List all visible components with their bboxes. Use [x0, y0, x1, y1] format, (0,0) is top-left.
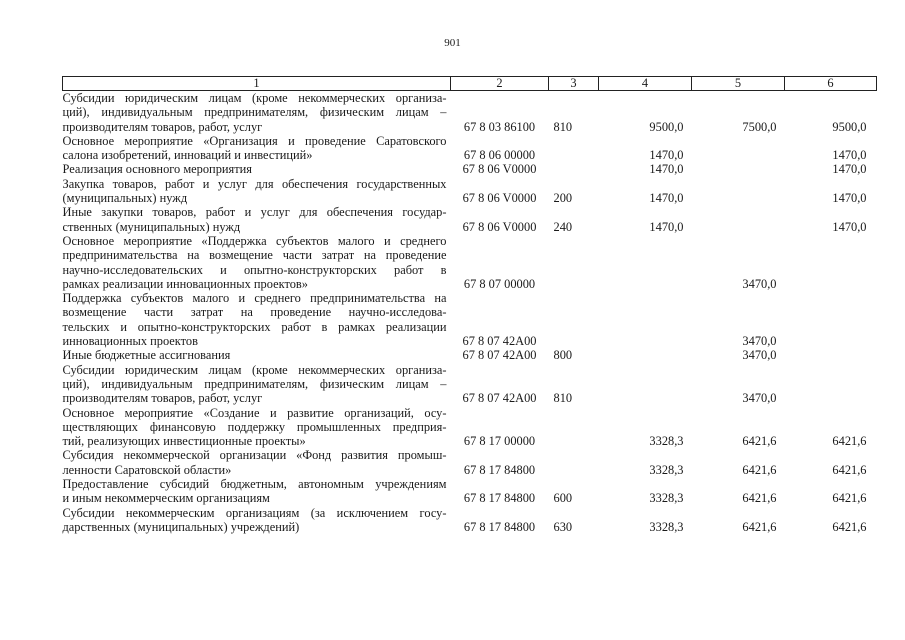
row-value-col6: 6421,6	[832, 462, 867, 477]
row-name-line: Основное мероприятие «Организация и проведение Саратовского	[62, 133, 447, 148]
row-name-line: возмещение части затрат на проведение научно-исследова-	[62, 305, 447, 320]
row-value-col6: 1470,0	[832, 148, 867, 163]
row-value-col6: 6421,6	[832, 491, 867, 506]
row-name	[63, 448, 451, 477]
row-value-col4: 1470,0	[649, 148, 684, 163]
row-value-col6	[785, 234, 877, 291]
row-value-col5: 6421,6	[742, 519, 777, 534]
row-expense-type: 240	[553, 219, 573, 234]
row-name-line: Закупка товаров, работ и услуг для обеспечения государственных	[62, 176, 447, 191]
table-header	[63, 77, 877, 91]
budget-table	[62, 76, 877, 534]
row-name	[63, 477, 451, 506]
row-name-line: и иным некоммерческим организациям	[62, 491, 270, 506]
table-row	[63, 162, 877, 176]
row-name-line: дарственных (муниципальных) учреждений)	[62, 519, 300, 534]
row-name-line: ленности Саратовской области»	[62, 462, 232, 477]
row-name-line: производителям товаров, работ, услуг	[62, 119, 263, 134]
row-code: 67 8 17 84800	[463, 462, 536, 477]
row-expense-type	[549, 162, 599, 176]
table-row	[63, 205, 877, 234]
row-code: 67 8 06 V0000	[462, 162, 537, 177]
row-expense-type	[549, 234, 599, 291]
row-name-line: предпринимательства на возмещение части затрат на проведение	[62, 248, 447, 263]
row-expense-type: 810	[553, 391, 573, 406]
table-body	[63, 91, 877, 535]
row-code: 67 8 07 42А00	[462, 348, 537, 363]
row-code: 67 8 03 86100	[463, 119, 536, 134]
row-value-col4: 3328,3	[649, 462, 684, 477]
row-expense-type	[549, 448, 599, 477]
row-code: 67 8 06 00000	[463, 148, 536, 163]
row-value-col4: 1470,0	[649, 191, 684, 206]
header-col-4: 4	[599, 77, 692, 91]
table-row	[63, 91, 877, 134]
row-value-col5: 3470,0	[742, 391, 777, 406]
row-value-col4: 9500,0	[649, 119, 684, 134]
row-value-col4: 3328,3	[649, 434, 684, 449]
header-col-6: 6	[785, 77, 877, 91]
row-code: 67 8 06 V0000	[462, 219, 537, 234]
table-row	[63, 477, 877, 506]
row-value-col6: 9500,0	[832, 119, 867, 134]
row-value-col6: 6421,6	[832, 519, 867, 534]
row-code: 67 8 17 84800	[463, 491, 536, 506]
row-name-line: ственных (муниципальных) нужд	[62, 219, 241, 234]
row-name-line: Иные бюджетные ассигнования	[62, 348, 231, 363]
row-value-col5: 6421,6	[742, 434, 777, 449]
row-name-line: Основное мероприятие «Поддержка субъектов малого и среднего	[62, 233, 447, 248]
row-name-line: салона изобретений, инноваций и инвестиций»	[62, 148, 313, 163]
row-code: 67 8 06 V0000	[462, 191, 537, 206]
row-expense-type	[549, 291, 599, 348]
row-name	[63, 134, 451, 163]
row-value-col5: 6421,6	[742, 491, 777, 506]
row-value-col4: 3328,3	[649, 491, 684, 506]
row-value-col6	[785, 291, 877, 348]
row-value-col5	[692, 162, 785, 176]
header-col-2: 2	[451, 77, 549, 91]
row-value-col5: 7500,0	[742, 119, 777, 134]
row-value-col4	[599, 348, 692, 362]
row-name-line: Субсидии юридическим лицам (кроме некоммерческих организа-	[62, 362, 447, 377]
row-name-line: производителям товаров, работ, услуг	[62, 391, 263, 406]
row-value-col4	[599, 234, 692, 291]
row-name	[63, 177, 451, 206]
row-value-col5	[692, 205, 785, 234]
row-value-col4: 1470,0	[649, 219, 684, 234]
row-name	[63, 406, 451, 449]
row-name	[63, 291, 451, 348]
row-value-col6	[785, 363, 877, 406]
row-name-line: Субсидии юридическим лицам (кроме некоммерческих организа-	[62, 91, 447, 105]
table-row	[63, 363, 877, 406]
row-value-col4: 1470,0	[649, 162, 684, 177]
row-name-line: ций), индивидуальным предпринимателям, физическим лицам –	[62, 376, 447, 391]
row-value-col5	[692, 177, 785, 206]
table-row	[63, 177, 877, 206]
table-row	[63, 506, 877, 535]
table-row	[63, 291, 877, 348]
row-name	[63, 205, 451, 234]
row-expense-type: 810	[553, 119, 573, 134]
row-code: 67 8 17 84800	[463, 519, 536, 534]
header-col-3: 3	[549, 77, 599, 91]
row-value-col6: 1470,0	[832, 219, 867, 234]
table-row	[63, 448, 877, 477]
row-name	[63, 91, 451, 134]
row-value-col5	[692, 134, 785, 163]
row-value-col6: 1470,0	[832, 191, 867, 206]
row-value-col4	[599, 363, 692, 406]
row-expense-type: 200	[553, 191, 573, 206]
row-expense-type: 800	[553, 348, 573, 363]
row-name-line: ций), индивидуальным предпринимателям, физическим лицам –	[62, 105, 447, 120]
row-name	[63, 506, 451, 535]
row-value-col5: 3470,0	[742, 276, 777, 291]
row-name-line: тельских и опытно-конструкторских работ в рамках реализации	[62, 319, 447, 334]
row-name-line: Субсидии некоммерческим организациям (за исключением госу-	[62, 505, 447, 520]
row-value-col5: 6421,6	[742, 462, 777, 477]
row-code: 67 8 07 42А00	[462, 391, 537, 406]
row-name-line: Иные закупки товаров, работ и услуг для обеспечения государ-	[62, 205, 447, 220]
row-expense-type: 600	[553, 491, 573, 506]
row-name	[63, 363, 451, 406]
table-row	[63, 348, 877, 362]
row-value-col4: 3328,3	[649, 519, 684, 534]
row-name-line: Основное мероприятие «Создание и развитие организаций, осу-	[62, 405, 447, 420]
row-value-col6: 1470,0	[832, 162, 867, 177]
row-value-col4	[599, 291, 692, 348]
row-name	[63, 234, 451, 291]
row-name-line: Предоставление субсидий бюджетным, автономным учреждениям	[62, 477, 447, 492]
header-row	[63, 77, 877, 91]
row-expense-type	[549, 406, 599, 449]
row-name-line: инновационных проектов	[62, 334, 198, 349]
row-name	[63, 348, 451, 362]
row-value-col6: 6421,6	[832, 434, 867, 449]
row-name-line: рамках реализации инновационных проектов»	[62, 276, 308, 291]
header-col-1: 1	[63, 77, 451, 91]
row-value-col5: 3470,0	[742, 334, 777, 349]
table-row	[63, 406, 877, 449]
row-name-line: (муниципальных) нужд	[62, 191, 188, 206]
row-name-line: Субсидия некоммерческой организации «Фонд развития промыш-	[62, 448, 447, 463]
row-expense-type	[549, 134, 599, 163]
row-code: 67 8 07 42А00	[462, 334, 537, 349]
page-number: 901	[444, 37, 461, 49]
row-code: 67 8 17 00000	[463, 434, 536, 449]
row-name-line: научно-исследовательских и опытно-конструкторских работ в	[62, 262, 447, 277]
row-name	[63, 162, 451, 176]
row-name-line: ществляющих финансовую поддержку промышленных предприя-	[62, 419, 447, 434]
row-value-col6	[785, 348, 877, 362]
row-name-line: тий, реализующих инвестиционные проекты»	[62, 434, 306, 449]
row-code: 67 8 07 00000	[463, 276, 536, 291]
row-name-line: Поддержка субъектов малого и среднего предпринимательства на	[62, 291, 447, 306]
row-value-col5: 3470,0	[742, 348, 777, 363]
row-expense-type: 630	[553, 519, 573, 534]
header-col-5: 5	[692, 77, 785, 91]
row-name-line: Реализация основного мероприятия	[62, 162, 252, 177]
table-row	[63, 234, 877, 291]
table-row	[63, 134, 877, 163]
